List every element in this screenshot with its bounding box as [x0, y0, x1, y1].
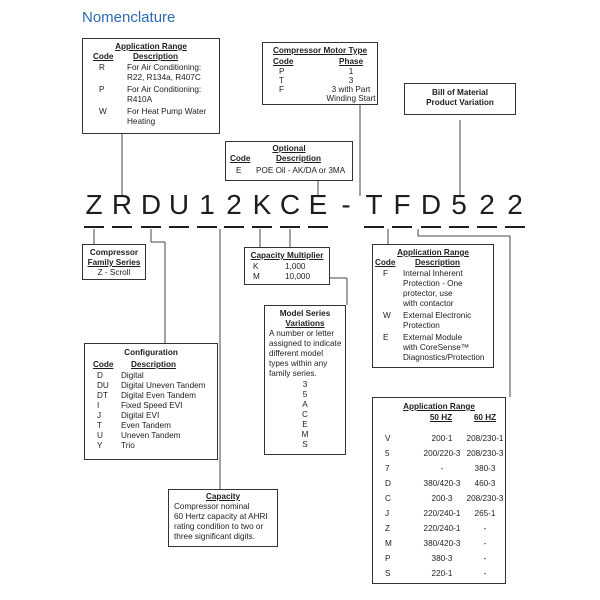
bill-of-material-box: [404, 83, 516, 115]
row-desc: Internal Inherent: [403, 269, 463, 278]
value-line: E: [302, 420, 308, 429]
configuration-box: [84, 343, 218, 460]
application-range-voltage-box: [372, 397, 506, 584]
body-line: 60 Hertz capacity at AHRI: [174, 512, 268, 521]
code-underline: [421, 226, 441, 228]
row-phase: 3 with Part: [331, 85, 371, 94]
code-char: F: [393, 189, 411, 220]
row-60hz: 380-3: [474, 464, 496, 473]
box-heading: Optional: [272, 144, 306, 153]
code-char: K: [252, 189, 272, 220]
row-60hz: -: [483, 569, 487, 578]
row-code: R: [99, 63, 105, 72]
row-desc: For Air Conditioning:: [127, 63, 202, 72]
code-char: D: [420, 189, 442, 220]
row-desc: Trio: [121, 441, 135, 450]
row-code: DU: [97, 381, 109, 390]
box-heading: Model Series: [279, 309, 331, 318]
row-code: T: [279, 76, 285, 85]
row-code: S: [385, 569, 391, 578]
model-series-description: [265, 329, 345, 379]
row-50hz: 200-1: [431, 434, 453, 443]
code-underline: [252, 226, 272, 228]
row-phase: 3: [348, 76, 354, 85]
optional-box: [225, 141, 353, 181]
row-60hz: -: [483, 539, 487, 548]
row-code: Y: [97, 441, 103, 450]
row-desc: Digital Uneven Tandem: [121, 381, 206, 390]
code-underline: [308, 226, 328, 228]
code-underline: [449, 226, 469, 228]
row-code: P: [99, 85, 105, 94]
row-code: DT: [97, 391, 108, 400]
code-char: -: [341, 189, 351, 220]
model-series-box: [264, 305, 346, 455]
box-heading: Application Range: [115, 42, 187, 51]
model-series-values: [265, 380, 345, 450]
code-char: 2: [226, 189, 242, 220]
value-line: 5: [302, 390, 308, 399]
row-50hz: 380/420-3: [423, 539, 461, 548]
value-line: S: [302, 440, 308, 449]
row-desc: For Heat Pump Water: [127, 107, 207, 116]
row-code: W: [99, 107, 107, 116]
row-50hz: 380-3: [431, 554, 453, 563]
row-code: Z: [385, 524, 391, 533]
row-value: 1,000: [285, 262, 306, 271]
code-underline: [224, 226, 244, 228]
body-line: A number or letter: [269, 329, 335, 338]
row-desc: For Air Conditioning:: [127, 85, 202, 94]
row-desc: with contactor: [403, 299, 454, 308]
hz60-header: 60 HZ: [473, 413, 497, 422]
body-line: types within any: [269, 359, 328, 368]
code-char: U: [168, 189, 190, 220]
box-heading: Capacity: [205, 492, 241, 501]
row-code: P: [279, 67, 285, 76]
phase-header: Phase: [339, 57, 364, 66]
box-heading: Product Variation: [426, 98, 494, 107]
application-range-refrigerant-box: [82, 38, 220, 134]
row-desc: R410A: [127, 95, 153, 104]
row-50hz: 220/240-1: [423, 524, 461, 533]
row-50hz: 200/220-3: [423, 449, 461, 458]
code-underline: [169, 226, 189, 228]
box-heading: Compressor Motor Type: [272, 46, 367, 55]
row-code: F: [383, 269, 389, 278]
description-header: Description: [133, 52, 179, 61]
body-line: different model: [269, 349, 324, 358]
row-code: F: [279, 85, 285, 94]
row-desc: Even Tandem: [121, 421, 171, 430]
code-char: R: [111, 189, 133, 220]
code-underline: [84, 226, 104, 228]
body-line: family series.: [269, 369, 317, 378]
row-desc: Digital: [121, 371, 144, 380]
code-char: T: [365, 189, 383, 220]
row-phase: 1: [348, 67, 354, 76]
code-header: Code: [93, 52, 114, 61]
box-heading: Configuration: [124, 348, 178, 357]
hz50-header: 50 HZ: [429, 413, 453, 422]
row-50hz: 220/240-1: [423, 509, 461, 518]
row-desc: Diagnostics/Protection: [403, 353, 485, 362]
row-code: P: [385, 554, 391, 563]
row-50hz: -: [440, 464, 444, 473]
row-60hz: 208/230-3: [466, 449, 504, 458]
row-desc: Protection: [403, 321, 440, 330]
row-code: 5: [385, 449, 390, 458]
row-desc: Protection - One: [403, 279, 463, 288]
row-60hz: -: [483, 554, 487, 563]
body-line: Compressor nominal: [174, 502, 250, 511]
value-line: 3: [302, 380, 308, 389]
row-code: I: [97, 401, 100, 410]
row-60hz: 265-1: [474, 509, 496, 518]
row-desc: Digital Even Tandem: [121, 391, 196, 400]
row-phase: Winding Start: [326, 94, 376, 103]
row-code: T: [97, 421, 103, 430]
row-code: V: [385, 434, 391, 443]
row-code: 7: [385, 464, 390, 473]
row-code: D: [385, 479, 391, 488]
code-header: Code: [93, 360, 114, 369]
row-desc: Fixed Speed EVI: [121, 401, 183, 410]
compressor-family-box: [82, 244, 146, 280]
description-header: Description: [276, 154, 322, 163]
description-header: Description: [415, 258, 461, 267]
code-header: Code: [375, 258, 396, 267]
box-heading: Compressor: [89, 248, 139, 257]
code-char: Z: [85, 189, 103, 220]
capacity-multiplier-box: [244, 247, 330, 285]
row-desc: protector, use: [403, 289, 453, 298]
body-line: three significant digits.: [174, 532, 256, 541]
page-title: Nomenclature: [82, 9, 176, 26]
row-code: C: [385, 494, 391, 503]
row-desc: with CoreSense™: [403, 343, 469, 352]
box-heading: Capacity Multiplier: [250, 251, 324, 260]
row-desc: Heating: [127, 117, 156, 126]
row-desc: External Module: [403, 333, 463, 342]
body-line: assigned to indicate: [269, 339, 342, 348]
row-desc: POE Oil - AK/DA or 3MA: [256, 166, 346, 175]
code-underline: [505, 226, 525, 228]
code-char: E: [308, 189, 328, 220]
box-heading: Variations: [285, 319, 325, 328]
row-code: K: [253, 262, 259, 271]
code-header: Code: [230, 154, 251, 163]
row-code: J: [97, 411, 102, 420]
value-line: C: [302, 410, 308, 419]
capacity-box: [168, 489, 278, 547]
value-line: A: [302, 400, 308, 409]
family-value: Z - Scroll: [97, 268, 131, 277]
row-desc: Uneven Tandem: [121, 431, 181, 440]
row-desc: External Electronic: [403, 311, 472, 320]
row-60hz: -: [483, 524, 487, 533]
code-underline: [141, 226, 161, 228]
body-line: rating condition to two or: [174, 522, 264, 531]
code-underline: [197, 226, 217, 228]
row-code: M: [385, 539, 392, 548]
code-char: C: [279, 189, 301, 220]
code-char: 5: [451, 189, 467, 220]
row-60hz: 208/230-3: [466, 494, 504, 503]
code-underline: [392, 226, 412, 228]
row-value: 10,000: [285, 272, 311, 281]
row-50hz: 380/420-3: [423, 479, 461, 488]
row-code: J: [385, 509, 390, 518]
compressor-motor-type-box: [262, 42, 378, 105]
code-char: D: [140, 189, 162, 220]
description-header: Description: [131, 360, 177, 369]
row-60hz: 208/230-1: [466, 434, 504, 443]
code-underline: [477, 226, 497, 228]
row-50hz: 220-1: [431, 569, 453, 578]
code-underline: [112, 226, 132, 228]
code-char: 2: [507, 189, 523, 220]
box-heading: Bill of Material: [432, 88, 488, 97]
code-char: 2: [479, 189, 495, 220]
code-underline: [364, 226, 384, 228]
row-code: U: [97, 431, 103, 440]
row-desc: R22, R134a, R407C: [127, 73, 201, 82]
row-code: M: [253, 272, 260, 281]
row-50hz: 200-3: [431, 494, 453, 503]
box-heading: Application Range: [397, 248, 469, 257]
capacity-description: [169, 502, 277, 542]
code-char: 1: [199, 189, 215, 220]
box-heading: Application Range: [403, 402, 475, 411]
value-line: M: [301, 430, 309, 439]
row-code: D: [97, 371, 103, 380]
row-code: E: [383, 333, 389, 342]
code-underline: [280, 226, 300, 228]
code-header: Code: [273, 57, 294, 66]
box-heading: Family Series: [87, 258, 141, 267]
row-60hz: 460-3: [474, 479, 496, 488]
application-range-protection-box: [372, 244, 494, 368]
row-code: W: [383, 311, 391, 320]
row-code: E: [236, 166, 242, 175]
row-desc: Digital EVI: [121, 411, 160, 420]
